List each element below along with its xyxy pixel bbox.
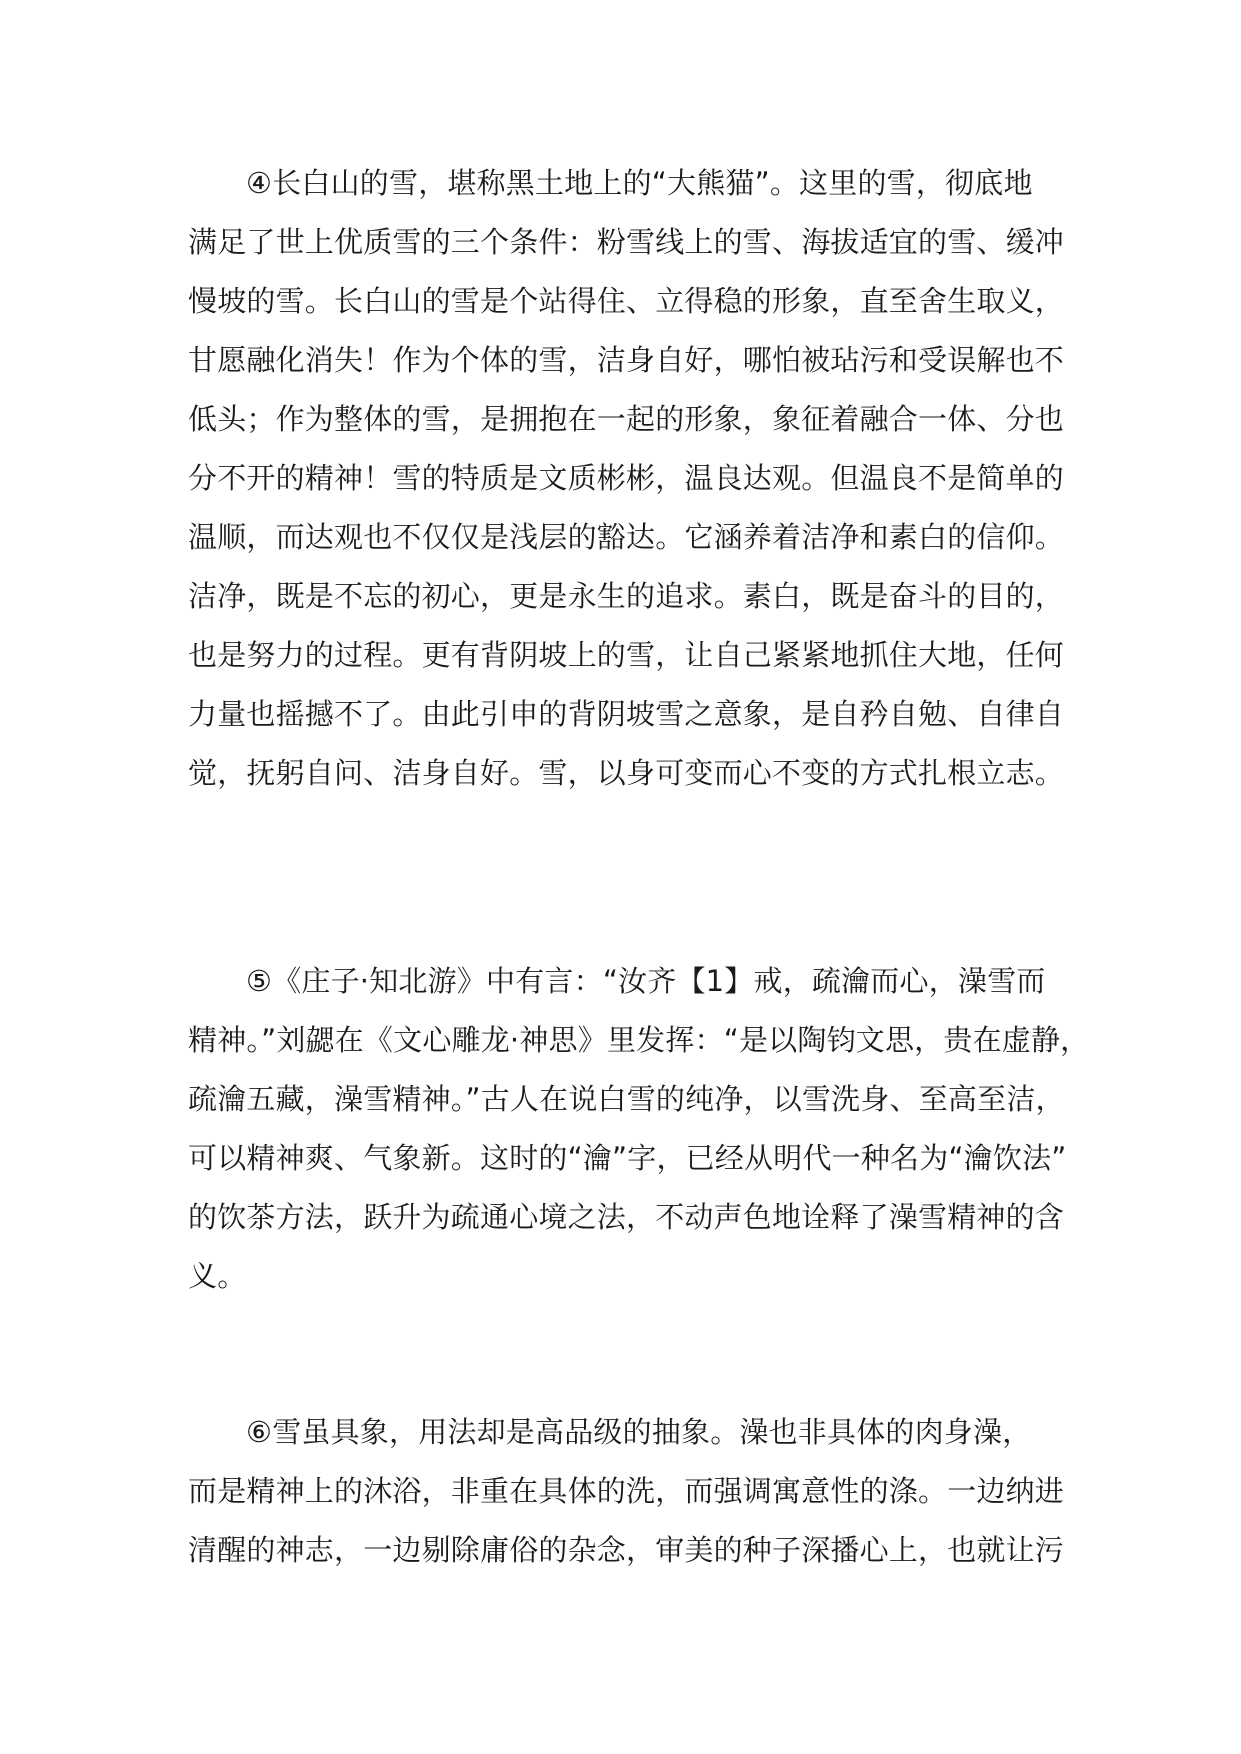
paragraph-line: ⑥雪虽具象，用法却是高品级的抽象。澡也非具体的肉身澡， [246,1415,1032,1449]
paragraph-line: 精神。”刘勰在《文心雕龙·神思》里发挥：“是以陶钧文思，贵在虚静， [188,1023,1090,1057]
paragraph-line: 疏瀹五藏，澡雪精神。”古人在说白雪的纯净，以雪洗身、至高至洁， [188,1082,1065,1116]
paragraph-line: ④长白山的雪，堪称黑土地上的“大熊猫”。这里的雪，彻底地 [246,166,1033,200]
paragraph-line: 力量也摇撼不了。由此引申的背阴坡雪之意象，是自矜自勉、自律自 [188,697,1065,731]
paragraph-line: ⑤《庄子·知北游》中有言：“汝齐【1】戒，疏瀹而心，澡雪而 [246,964,1046,998]
paragraph-5 [188,952,1090,1306]
paragraph-line: 义。 [188,1259,247,1293]
paragraph-line: 也是努力的过程。更有背阴坡上的雪，让自己紧紧地抓住大地，任何 [188,638,1065,672]
paragraph-line: 的饮茶方法，跃升为疏通心境之法，不动声色地诠释了澡雪精神的含 [188,1200,1065,1234]
paragraph-line: 低头；作为整体的雪，是拥抱在一起的形象，象征着融合一体、分也 [188,402,1065,436]
paragraph-line: 甘愿融化消失！作为个体的雪，洁身自好，哪怕被玷污和受误解也不 [188,343,1065,377]
paragraph-line: 觉，抚躬自问、洁身自好。雪，以身可变而心不变的方式扎根立志。 [188,756,1065,790]
paragraph-line: 温顺，而达观也不仅仅是浅层的豁达。它涵养着洁净和素白的信仰。 [188,520,1065,554]
paragraph-4 [188,154,1068,803]
paragraph-line: 洁净，既是不忘的初心，更是永生的追求。素白，既是奋斗的目的， [188,579,1065,613]
paragraph-6 [188,1403,1068,1580]
paragraph-line: 而是精神上的沐浴，非重在具体的洗，而强调寓意性的涤。一边纳进 [188,1474,1065,1508]
paragraph-line: 慢坡的雪。长白山的雪是个站得住、立得稳的形象，直至舍生取义， [188,284,1065,318]
paragraph-line: 清醒的神志，一边剔除庸俗的杂念，审美的种子深播心上，也就让污 [188,1533,1065,1567]
paragraph-line: 可以精神爽、气象新。这时的“瀹”字，已经从明代一种名为“瀹饮法” [188,1141,1067,1175]
paragraph-line: 满足了世上优质雪的三个条件：粉雪线上的雪、海拔适宜的雪、缓冲 [188,225,1065,259]
paragraph-line: 分不开的精神！雪的特质是文质彬彬，温良达观。但温良不是简单的 [188,461,1065,495]
